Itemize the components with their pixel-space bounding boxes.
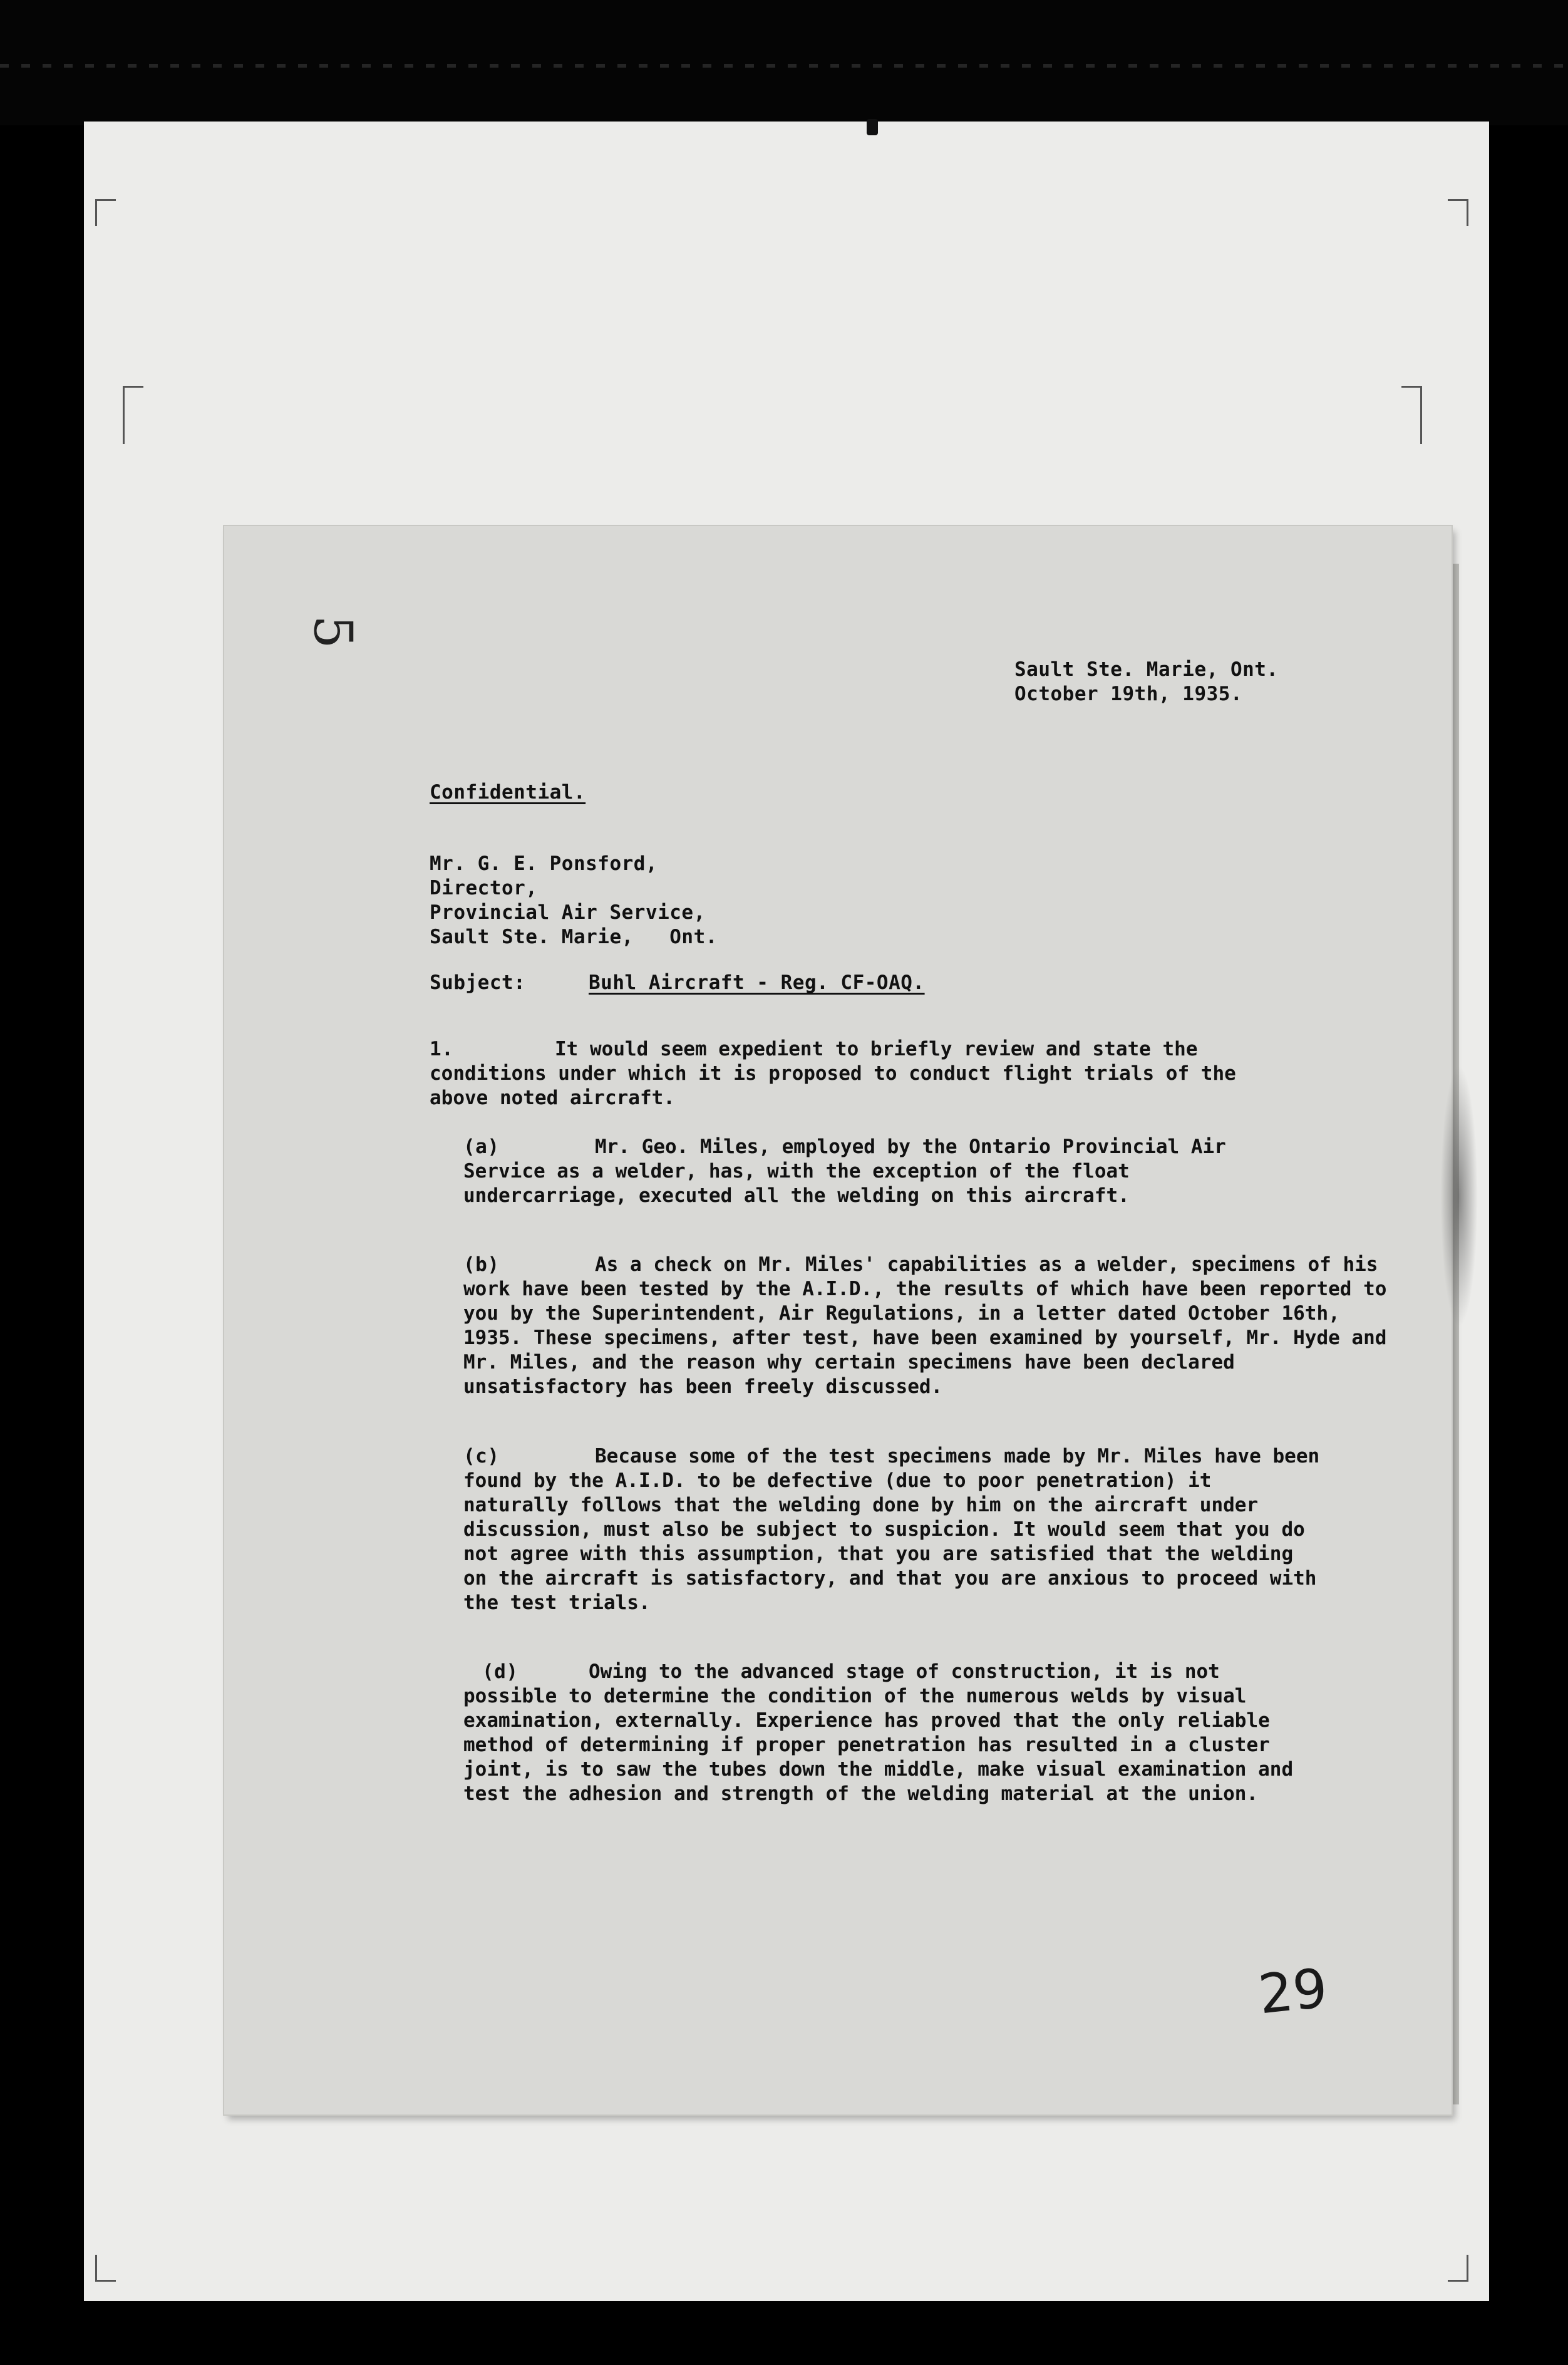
item-a-text: Mr. Geo. Miles, employed by the Ontario Provincial Air Service as a welder, has, with the exception of the float undercarriage, executed all the welding on this aircraft. — [463, 1136, 1226, 1207]
letter-place: Sault Ste. Marie, Ont. — [1014, 658, 1279, 681]
recipient-title: Director, — [430, 877, 538, 899]
film-edge-perforations — [0, 64, 1568, 68]
paragraph-1-text: It would seem expedient to briefly review and state the conditions under which it is proposed to conduct flight trials of the above noted aircraft. — [430, 1038, 1236, 1109]
item-c-text: Because some of the test specimens made by Mr. Miles have been found by the A.I.D. to be defective (due to poor penetration) it naturally follows that the welding done by him on the aircraft under discussion, must also be subject to suspicion. It would seem that you do not agree with this assumption, that you are satisfied that the welding on the aircraft is satisfactory, and that you are anxious to proceed with the test trials. — [463, 1445, 1320, 1614]
registration-corner-mid-left — [123, 386, 143, 444]
registration-corner-top-left — [95, 199, 116, 226]
binding-mark — [867, 119, 878, 135]
registration-corner-mid-right — [1401, 386, 1422, 444]
subject-label: Subject: — [430, 971, 526, 994]
scan-smudge — [1440, 1065, 1478, 1328]
film-border-top — [0, 0, 1568, 125]
letter-date: October 19th, 1935. — [1014, 683, 1243, 705]
handwritten-page-number: 29 — [1256, 1957, 1331, 2027]
item-b-label: (b) — [463, 1253, 500, 1276]
handwritten-mark: 5 — [302, 615, 364, 649]
registration-corner-bottom-left — [95, 2255, 116, 2282]
item-c-label: (c) — [463, 1445, 500, 1467]
recipient-location: Sault Ste. Marie, Ont. — [430, 926, 718, 948]
item-b-text: As a check on Mr. Miles' capabilities as a welder, specimens of his work have been tested by the A.I.D., the results of which have been reported to you by the Superintendent, Air Regulations, in a letter dated October 16th, 1935. These specimens, after test, have been examined by yourself, Mr. Hyde and Mr. Miles, and the reason why certain specimens have been declared unsatisfactory has been freely discussed. — [463, 1253, 1387, 1398]
item-d-label: (d) — [482, 1660, 518, 1683]
paragraph-1-number: 1. — [430, 1038, 454, 1060]
item-d-text: Owing to the advanced stage of construction, it is not possible to determine the condition of the numerous welds by visual examination, externally. Experience has proved that the only reliable method of determining if proper penetration has resulted in a cluster joint, is to saw the tubes down the middle, make visual examination and test the adhesion and strength of the welding material at the union. — [463, 1660, 1294, 1805]
registration-corner-top-right — [1448, 199, 1468, 226]
registration-corner-bottom-right — [1448, 2255, 1468, 2282]
subject-text: Buhl Aircraft - Reg. CF-OAQ. — [589, 971, 925, 994]
recipient-name: Mr. G. E. Ponsford, — [430, 852, 658, 875]
item-a-label: (a) — [463, 1136, 500, 1158]
recipient-organization: Provincial Air Service, — [430, 901, 706, 924]
sheet-shadow-edge — [1452, 564, 1459, 2104]
confidential-heading: Confidential. — [430, 781, 586, 804]
